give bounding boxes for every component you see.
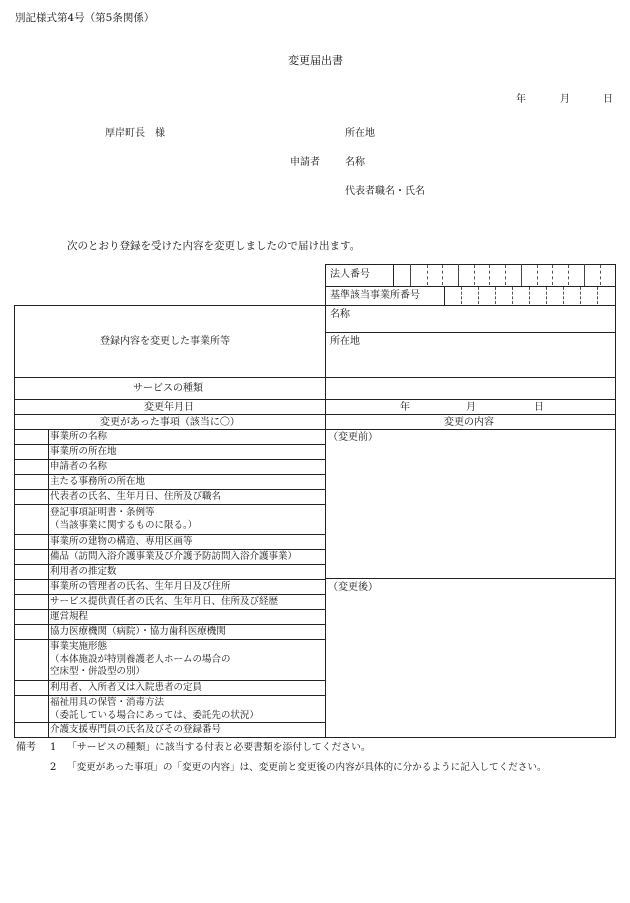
change-date-day: 日	[534, 402, 544, 413]
corp-number-label: 法人番号	[330, 269, 370, 280]
change-date-month: 月	[466, 402, 476, 413]
office-address-label: 所在地	[330, 336, 360, 347]
changed-item: 事業所の管理者の氏名、生年月日及び住所	[50, 581, 231, 592]
applicant-name-label: 名称	[345, 157, 365, 168]
intro-text: 次のとおり登録を受けた内容を変更しましたので届け出ます。	[67, 240, 361, 252]
changed-item: 介護支援専門員の氏名及びその登録番号	[50, 724, 222, 735]
change-content-label: 変更の内容	[444, 417, 494, 428]
changed-item: 運営規程	[50, 611, 89, 622]
changed-items-label: 変更があった事項（該当に〇）	[100, 417, 240, 428]
date-day-label: 日	[603, 94, 613, 105]
changed-item: 事業実施形態 （本体施設が特別養護老人ホームの場合の 空床型・併設型の別）	[50, 641, 231, 677]
note-text: 「変更があった事項」の「変更の内容」は、変更前と変更後の内容が具体的に分かるように記入してください。	[67, 762, 547, 773]
changed-item: 福祉用具の保管・消毒方法 （委託している場合にあっては、委託先の状況）	[50, 697, 259, 721]
form-number: 別記様式第4号（第5条関係）	[15, 12, 155, 24]
date-year-label: 年	[516, 94, 526, 105]
changed-item: 代表者の氏名、生年月日、住所及び職名	[50, 491, 222, 502]
notes-label: 備考	[16, 742, 36, 753]
changed-item: 申請者の名称	[50, 461, 108, 472]
note-text: 「サービスの種類」に該当する付表と必要書類を添付してください。	[67, 742, 371, 753]
changed-item: 協力医療機関（病院）・協力歯科医療機関	[50, 626, 226, 637]
before-label: （変更前）	[328, 432, 378, 443]
changed-item: 事業所の所在地	[50, 446, 117, 457]
form-title: 変更届出書	[288, 54, 343, 67]
office-section-label: 登録内容を変更した事業所等	[100, 336, 230, 347]
change-date-year: 年	[400, 402, 410, 413]
changed-item: 利用者、入所者又は入院患者の定員	[50, 682, 203, 693]
change-date-label: 変更年月日	[144, 402, 194, 413]
note-number: 1	[50, 742, 57, 753]
representative-label: 代表者職名・氏名	[345, 186, 425, 197]
changed-item: 備品（訪問入浴介護事業及び介護予防訪問入浴介護事業）	[50, 551, 298, 562]
addressee: 厚岸町長 様	[105, 128, 165, 139]
note-number: 2	[50, 762, 57, 773]
changed-item: 登記事項証明書・条例等 （当該事業に関するものに限る。）	[50, 507, 198, 531]
changed-item: サービス提供責任者の氏名、生年月日、住所及び経歴	[50, 596, 279, 607]
date-month-label: 月	[560, 94, 570, 105]
office-number-label: 基準該当事業所番号	[330, 290, 420, 301]
changed-item: 事業所の建物の構造、専用区画等	[50, 536, 193, 547]
office-name-label: 名称	[330, 309, 350, 320]
applicant-label: 申請者	[290, 157, 320, 168]
changed-item: 主たる事務所の所在地	[50, 476, 146, 487]
address-label: 所在地	[345, 128, 375, 139]
changed-item: 事業所の名称	[50, 431, 108, 442]
after-label: （変更後）	[328, 582, 378, 593]
service-type-label: サービスの種類	[133, 383, 203, 394]
changed-item: 利用者の推定数	[50, 566, 117, 577]
